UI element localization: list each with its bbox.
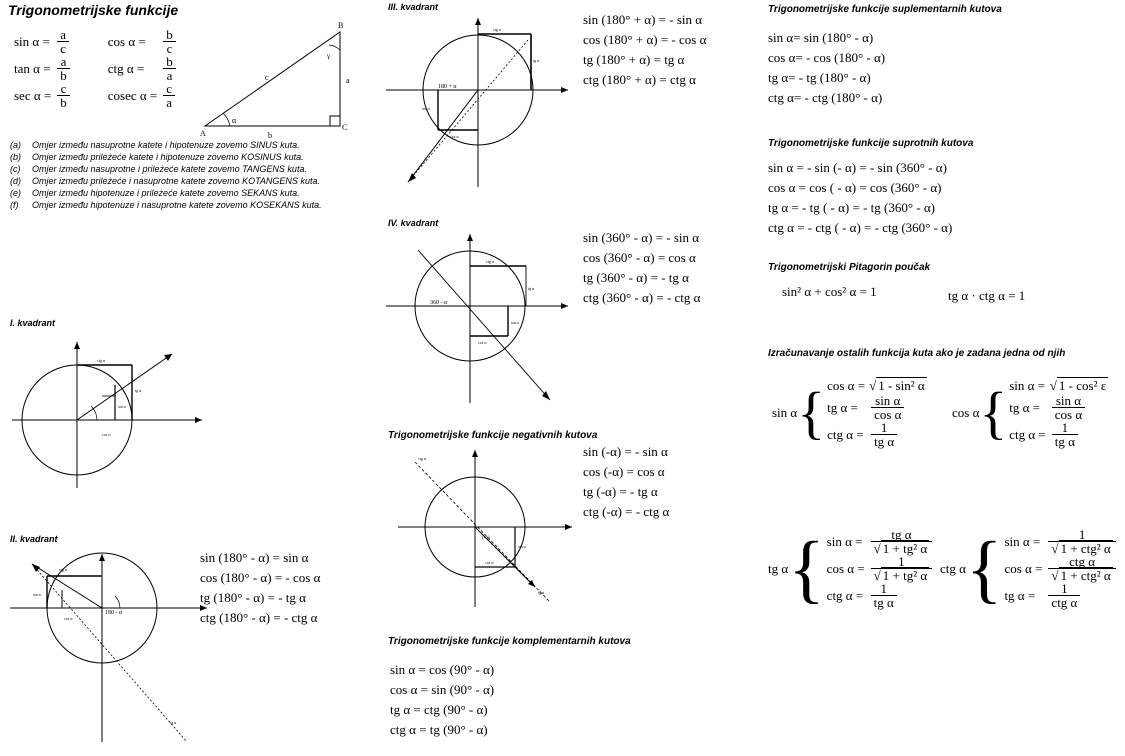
triangle-side-a: a — [346, 76, 350, 85]
pythagoras-left: sin² α + cos² α = 1 — [782, 284, 877, 299]
basic-definitions — [12, 28, 180, 109]
quadrant-1-figure — [2, 330, 217, 490]
formula-tan-fraction: $\frac{a}{b}$ — [57, 55, 70, 82]
label-tg: tg α — [533, 58, 540, 63]
quadrant-2-title: II. kvadrant — [10, 534, 58, 544]
supplementary-title: Trigonometrijske funkcije suplementarnih kutova — [768, 4, 1002, 15]
label-sin: sin α — [511, 320, 519, 325]
quadrant-4-formulas: sin (360° - α) = - sin α cos (360° - α) = cos α tg (360° - α) = - tg α ctg (360° - α) = - ctg α — [583, 230, 701, 305]
label-tg: tg α — [170, 720, 177, 725]
label-tg: tg α — [538, 590, 545, 595]
others-given-label: sin α — [772, 405, 798, 420]
list-item: (d) Omjer između prileżeće i nasuprotne katete zovemo KOTANGENS kuta. — [10, 176, 320, 186]
complementary-formulas: sin α = cos (90° - α) cos α = sin (90° - α) tg α = ctg (90° - α) ctg α = tg (90° - α) — [390, 662, 495, 737]
triangle-side-c: c — [265, 73, 269, 82]
list-item: (e) Omjer između hipotenuze i prileżeće katete zovemo SEKANS kuta. — [10, 188, 300, 198]
right-triangle-figure — [190, 18, 360, 138]
quadrant-3-figure — [378, 12, 573, 202]
list-item: (b) Omjer između prileżeće katete i hipotenuze zovemo KOSINUS kuta. — [10, 152, 304, 162]
sqrt-expression: √ 1 - cos² ε — [1049, 378, 1107, 393]
brace-icon: { — [797, 380, 826, 445]
opposite-title: Trigonometrijske funkcije suprotnih kutova — [768, 138, 974, 149]
negative-angles-title: Trigonometrijske funkcije negativnih kutova — [388, 430, 598, 441]
list-item: (f) Omjer između hipotenuze i nasuprotne katete zovemo KOSEKANS kuta. — [10, 200, 322, 210]
label-ctg: ctg α — [59, 567, 67, 572]
quadrant-2-figure — [2, 546, 217, 751]
label-cos: cos α — [450, 134, 459, 139]
triangle-angle-alpha: α — [232, 116, 237, 125]
formula-sin-label: sin α = — [14, 33, 50, 49]
opposite-formulas: sin α = - sin (- α) = - sin (360° - α) cos α = cos ( - α) = cos (360° - α) tg α = - tg ( - α) = - tg (360° - α) ctg α = - ctg ( - α) = - ctg (360° - α) — [768, 160, 953, 235]
quadrant-1-title: I. kvadrant — [10, 318, 56, 328]
formula-cos-label: cos α = — [107, 33, 146, 49]
definitions-list — [10, 140, 360, 212]
triangle-side-b: b — [268, 131, 272, 138]
quadrant-3-title: III. kvadrant — [388, 2, 439, 12]
formula-cosec-label: cosec α = — [107, 87, 158, 103]
sqrt-expression: √ 1 - sin² α — [869, 378, 925, 393]
quadrant-4-figure — [378, 228, 573, 418]
quadrant-2-formulas: sin (180° - α) = sin α cos (180° - α) = - cos α tg (180° - α) = - tg α ctg (180° - α) = - ctg α — [200, 550, 321, 625]
label-cos: cos α — [64, 616, 73, 621]
formula-cos-fraction: $\frac{b}{c}$ — [163, 28, 176, 55]
brace-icon: { — [979, 380, 1008, 445]
label-angle: (-α) — [482, 536, 490, 541]
others-group-sin: sin α { cos α = √ 1 - sin² α tg α = $\frac{\text{sin α}}{\text{cos α}}$ ctg α = $\frac{1}{\text{tg α}}$ — [772, 378, 929, 448]
label-angle: 180 - α — [105, 610, 123, 616]
label-ctg: ctg α — [97, 358, 105, 363]
list-item: (a) Omjer između nasuprotne katete i hipotenuze zovemo SINUS kuta. — [10, 140, 300, 150]
label-sin: sin α — [118, 404, 126, 409]
others-group-cos: cos α { sin α = √ 1 - cos² ε tg α = $\frac{\text{sin α}}{\text{cos α}}$ ctg α = $\frac{1}{\text{tg α}}$ — [952, 378, 1110, 448]
formula-sec-label: sec α = — [14, 87, 52, 103]
negative-angles-formulas: sin (-α) = - sin α cos (-α) = cos α tg (-α) = - tg α ctg (-α) = - ctg α — [583, 444, 670, 519]
label-ctg: ctg α — [493, 27, 501, 32]
label-sin: sin α — [518, 544, 526, 549]
brace-icon: { — [965, 526, 1003, 611]
formula-sec-fraction: $\frac{c}{b}$ — [57, 82, 70, 109]
others-given-label: cos α — [952, 405, 980, 420]
formula-tan-label: tan α = — [14, 60, 51, 76]
label-ctg: ctg α — [418, 456, 426, 461]
page-title: Trigonometrijske funkcije — [8, 2, 179, 18]
label-angle: 180 + α — [438, 84, 457, 90]
triangle-angle-gamma: γ — [327, 52, 331, 60]
complementary-title: Trigonometrijske funkcije komplementarnih kutova — [388, 636, 631, 647]
list-item: (c) Omjer između nasuprotne i prileżeće katete zovemo TANGENS kuta. — [10, 164, 307, 174]
brace-icon: { — [788, 526, 825, 611]
label-cos: cos α — [478, 340, 487, 345]
triangle-vertex-b: B — [338, 21, 344, 30]
others-given-label: tg α — [768, 560, 789, 576]
formula-sin-fraction: $\frac{a}{c}$ — [57, 28, 69, 55]
pythagoras-title: Trigonometrijski Pitagorin poučak — [768, 262, 931, 273]
label-tg: tg α — [135, 388, 142, 393]
label-sin: sin α — [33, 592, 41, 597]
formula-ctg-fraction: $\frac{b}{a}$ — [163, 55, 176, 82]
formula-ctg-label: ctg α = — [107, 60, 145, 76]
others-group-tg: tg α { sin α = $\frac{\text{tg α}}{\text{√ 1 + tg² α}}$ cos α = $\frac{1}{\text{√ 1 + tg² α}}$ ctg α = $\frac{1}{\text{tg α}}$ — [768, 528, 936, 609]
triangle-vertex-c: C — [342, 123, 348, 132]
label-cos: cos α — [485, 560, 494, 565]
label-sin: sin α — [422, 106, 430, 111]
label-ctg: ctg α — [486, 259, 494, 264]
quadrant-3-formulas: sin (180° + α) = - sin α cos (180° + α) = - cos α tg (180° + α) = tg α ctg (180° + α) = ctg α — [583, 12, 707, 87]
formula-cosec-fraction: $\frac{c}{a}$ — [163, 82, 175, 109]
supplementary-formulas: sin α= sin (180° - α) cos α= - cos (180° - α) tg α= - tg (180° - α) ctg α= - ctg (180° - α) — [768, 30, 886, 105]
pythagoras-right: tg α · ctg α = 1 — [948, 288, 1026, 303]
label-cos: cos α — [102, 432, 111, 437]
quadrant-4-title: IV. kvadrant — [388, 218, 439, 228]
others-group-ctg: ctg α { sin α = $\frac{1}{\text{√ 1 + ctg² α}}$ cos α = $\frac{\text{ctg α}}{\text{√ 1 + ctg² α}}$ tg α = $\frac{1}{\text{ctg α}}$ — [940, 528, 1120, 609]
triangle-vertex-a: A — [200, 129, 206, 138]
label-angle: 360 - α — [430, 300, 448, 306]
negative-angles-figure — [390, 442, 580, 612]
label-tg: tg α — [528, 286, 535, 291]
others-given-label: ctg α — [940, 560, 966, 576]
others-title: Izračunavanje ostalih funkcija kuta ako je zadana jedna od njih — [768, 348, 1066, 359]
